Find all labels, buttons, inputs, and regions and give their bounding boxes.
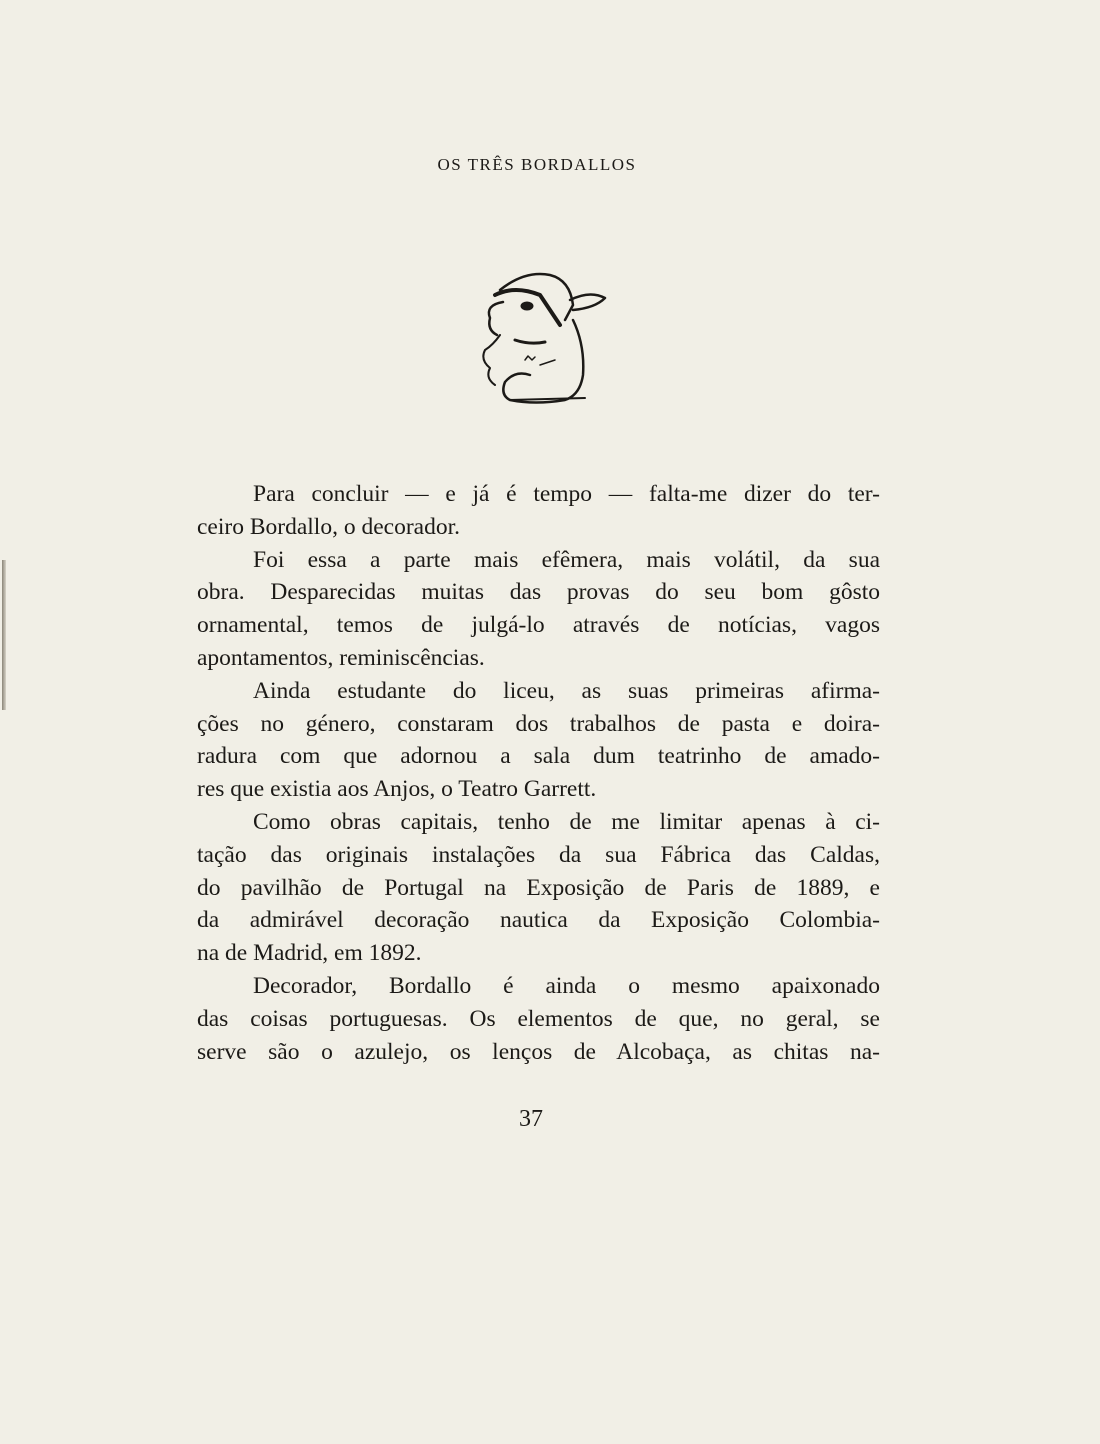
- text-line: da admirável decoração nautica da Exposição Colombia-: [197, 907, 880, 934]
- book-binding-edge: [2, 560, 6, 710]
- text-line: Decorador, Bordallo é ainda o mesmo apaixonado: [253, 972, 880, 999]
- text-line: Para concluir — e já é tempo — falta-me dizer do ter-: [253, 481, 880, 507]
- text-line: do pavilhão de Portugal na Exposição de Paris de 1889, e: [197, 874, 880, 901]
- text-line: Ainda estudante do liceu, as suas primeiras afirma-: [253, 677, 880, 704]
- text-line: res que existia aos Anjos, o Teatro Garrett.: [197, 776, 597, 803]
- text-line: obra. Desparecidas muitas das provas do seu bom gôsto: [197, 579, 880, 606]
- running-header: OS TRÊS BORDALLOS: [437, 155, 637, 174]
- caricature-sketch-icon: [455, 250, 615, 410]
- text-line: apontamentos, reminiscências.: [197, 644, 485, 671]
- text-line: das coisas portuguesas. Os elementos de que, no geral, se: [197, 1005, 880, 1032]
- text-line: Como obras capitais, tenho de me limitar apenas à ci-: [253, 808, 880, 835]
- text-line: na de Madrid, em 1892.: [197, 940, 422, 967]
- text-line: ções no género, constaram dos trabalhos de pasta e doira-: [197, 710, 880, 737]
- text-line: serve são o azulejo, os lenços de Alcobaça, as chitas na-: [197, 1038, 880, 1065]
- body-text: [197, 478, 880, 1068]
- text-line: ornamental, temos de julgá-lo através de notícias, vagos: [197, 612, 880, 639]
- text-line: radura com que adornou a sala dum teatrinho de amado-: [197, 743, 880, 770]
- text-line: ceiro Bordallo, o decorador.: [197, 513, 460, 540]
- text-line: tação das originais instalações da sua Fábrica das Caldas,: [197, 841, 880, 868]
- page-number: 37: [519, 1106, 543, 1132]
- text-line: Foi essa a parte mais efêmera, mais volátil, da sua: [253, 546, 880, 573]
